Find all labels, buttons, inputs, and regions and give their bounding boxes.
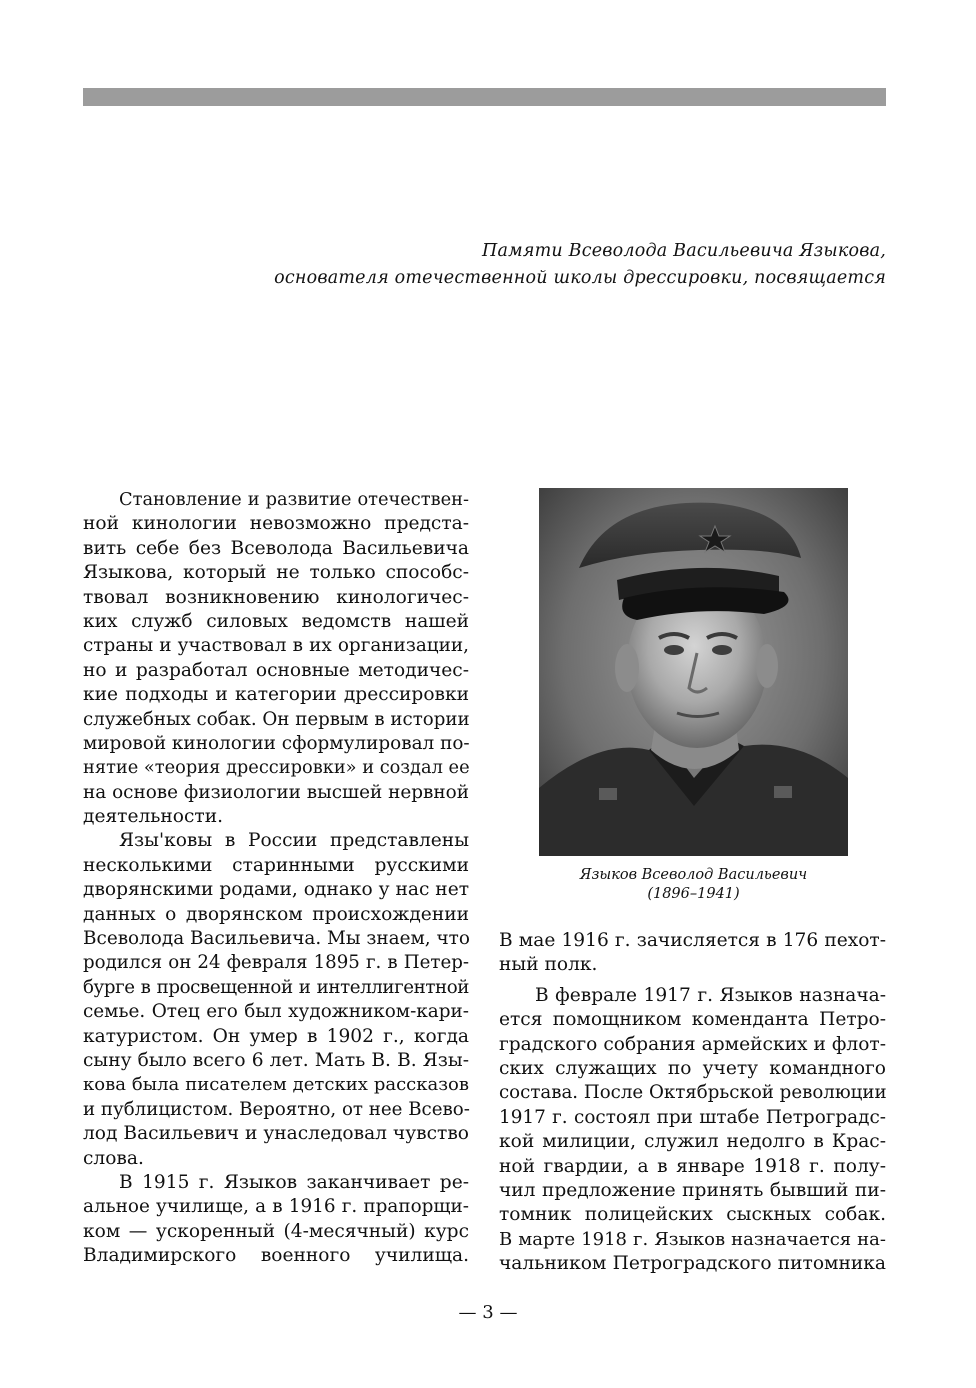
- text-line: лод Васильевич и унаследовал чувство: [83, 1123, 469, 1145]
- caption-name: Языков Всеволод Васильевич: [579, 867, 808, 883]
- text-line: 1917 г. состоял при штабе Петроградс-: [499, 1106, 886, 1128]
- text-line: твовал возникновению кинологичес-: [83, 586, 469, 608]
- text-line: Владимирского военного училища.: [83, 1245, 469, 1267]
- text-line: состава. После Октябрьской революции: [499, 1082, 887, 1104]
- text-line: катуристом. Он умер в 1902 г., когда: [83, 1025, 469, 1047]
- dedication: [126, 238, 886, 292]
- text-line: ком — ускоренный (4-месячный) курс: [83, 1220, 469, 1242]
- text-line: ный полк.: [499, 954, 598, 976]
- page-number: — 3 —: [458, 1302, 518, 1323]
- text-line: В 1915 г. Языков заканчивает ре-: [119, 1171, 469, 1193]
- text-line: В мае 1916 г. зачисляется в 176 пехот-: [499, 930, 886, 951]
- text-line: деятельности.: [83, 806, 223, 828]
- text-line: и публицистом. Вероятно, от нее Всево-: [83, 1098, 470, 1120]
- text-line: дворянскими родами, однако у нас нет: [83, 879, 469, 901]
- right-column: [499, 929, 886, 1276]
- text-line: страны и участвовал в их организации,: [83, 635, 469, 657]
- dedication-line-1: Памяти Всеволода Васильевича Языкова,: [482, 241, 886, 261]
- text-line: несколькими старинными русскими: [83, 854, 469, 876]
- portrait-illustration: [539, 488, 848, 856]
- text-line: данных о дворянском происхождении: [83, 903, 469, 925]
- text-line: ной гвардии, а в январе 1918 г. полу-: [499, 1155, 886, 1177]
- text-line: вить себе без Всеволода Васильевича: [83, 537, 469, 559]
- text-line: родился он 24 февраля 1895 г. в Петер-: [83, 952, 469, 974]
- text-line: но и разработал основные методичес-: [83, 659, 469, 681]
- text-line: Язы'ковы в России представлены: [119, 830, 469, 852]
- text-line: градского собрания армейских и флот-: [499, 1033, 886, 1055]
- text-line: слова.: [83, 1147, 144, 1169]
- text-line: мировой кинологии сформулировал по-: [83, 732, 470, 754]
- text-line: В марте 1918 г. Языков назначается на-: [499, 1228, 886, 1250]
- text-line: Становление и развитие отечествен-: [119, 489, 469, 510]
- text-line: чил предложение принять бывший пи-: [499, 1179, 886, 1201]
- text-line: ной кинологии невозможно предста-: [83, 513, 469, 535]
- text-line: семье. Отец его был художником-кари-: [83, 1001, 469, 1023]
- text-line: кова была писателем детских рассказов: [83, 1074, 469, 1096]
- caption-years: (1896–1941): [647, 886, 740, 902]
- text-line: Всеволода Васильевича. Мы знаем, что: [83, 928, 470, 950]
- text-line: томник полицейских сыскных собак.: [499, 1204, 886, 1226]
- text-line: чальником Петроградского питомника: [499, 1253, 886, 1275]
- left-column: [83, 488, 469, 1269]
- text-line: ется помощником коменданта Петро-: [499, 1009, 886, 1031]
- dedication-line-2: основателя отечественной школы дрессировки, посвящается: [274, 268, 886, 288]
- text-line: на основе физиологии высшей нервной: [83, 781, 469, 803]
- text-line: сыну было всего 6 лет. Мать В. В. Язы-: [83, 1049, 469, 1071]
- text-line: ских служащих по учету командного: [499, 1057, 886, 1079]
- text-line: бурге в просвещенной и интеллигентной: [83, 976, 469, 998]
- text-line: нятие «теория дрессировки» и создал ее: [83, 757, 470, 779]
- text-line: кие подходы и категории дрессировки: [83, 684, 469, 706]
- photo-caption: [520, 866, 867, 904]
- header-rule: [83, 88, 886, 106]
- portrait-photo: [539, 488, 848, 856]
- text-line: ких служб силовых ведомств нашей: [83, 610, 469, 632]
- text-line: В феврале 1917 г. Языков назнача-: [535, 984, 886, 1006]
- text-line: альное училище, а в 1916 г. прапорщи-: [83, 1196, 469, 1218]
- text-line: служебных собак. Он первым в истории: [83, 708, 470, 730]
- text-line: Языкова, который не только способс-: [83, 562, 469, 584]
- text-line: кой милиции, служил недолго в Крас-: [499, 1131, 886, 1153]
